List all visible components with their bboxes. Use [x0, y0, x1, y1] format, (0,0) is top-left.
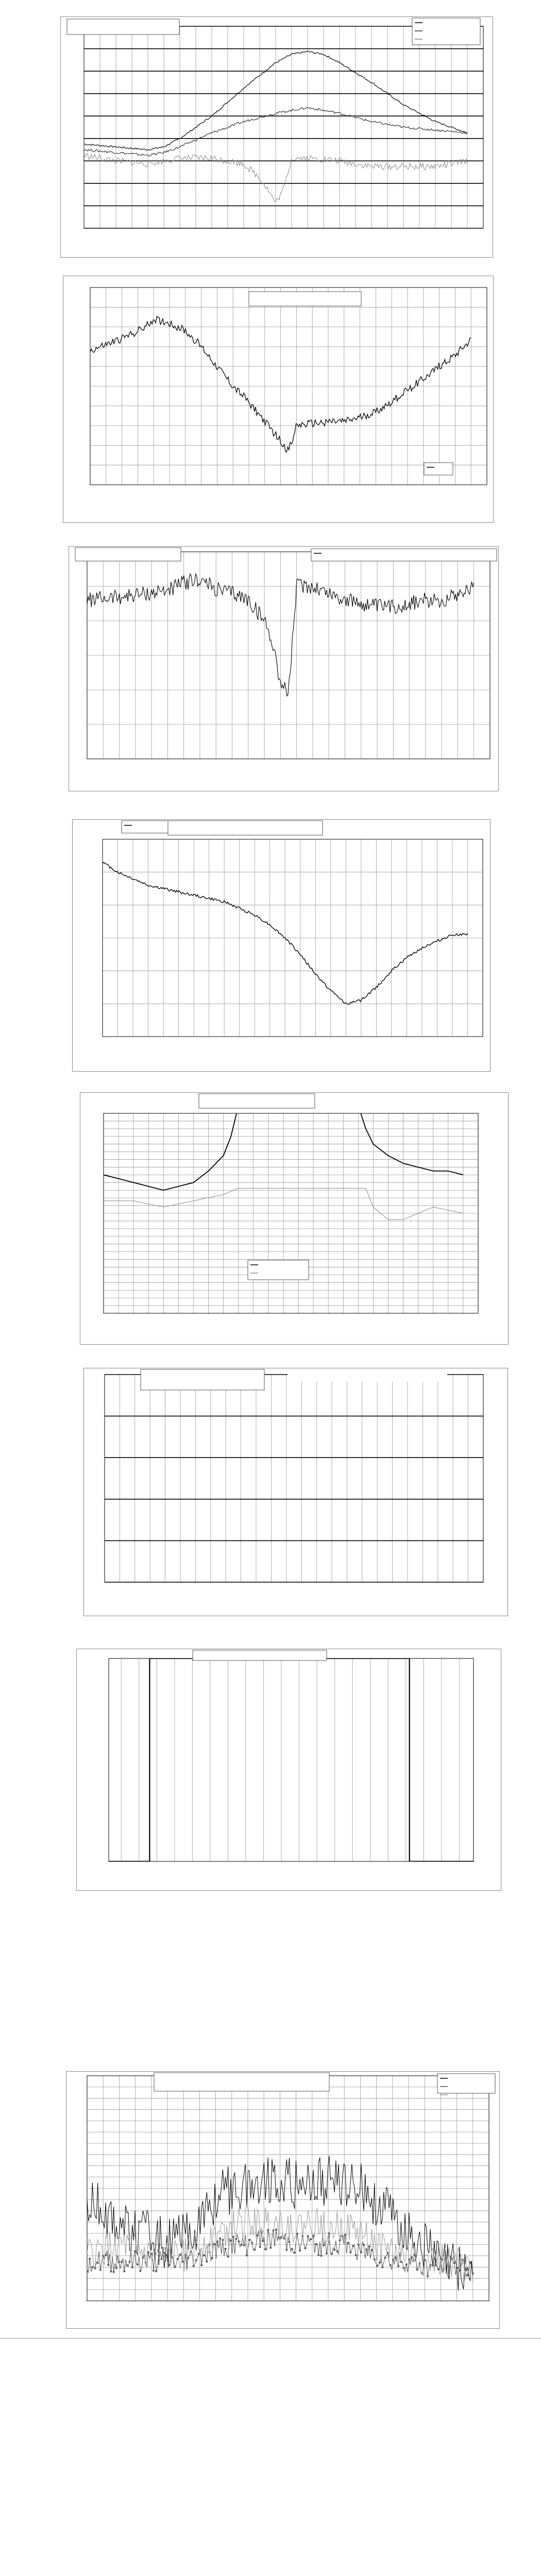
series-marker: [381, 2266, 383, 2268]
series-marker: [251, 2242, 253, 2244]
series-marker: [139, 2270, 141, 2272]
sunshine-panel: [76, 1649, 501, 1891]
chart-group: [103, 821, 483, 1037]
series-marker: [227, 2256, 229, 2258]
series-marker: [168, 2264, 171, 2266]
series-marker: [257, 2234, 259, 2236]
series-marker: [320, 2255, 323, 2257]
series-marker: [248, 2239, 250, 2241]
chart-group: [105, 1369, 483, 1582]
series-marker: [289, 2241, 291, 2243]
sunshine-chart: [77, 1649, 502, 1891]
temperature-chart: [61, 17, 494, 258]
series-marker: [161, 2258, 163, 2260]
wind-chart: [66, 2072, 500, 2329]
series-marker: [86, 2270, 88, 2272]
humidity-chart: [63, 276, 494, 523]
legend-box: [311, 549, 497, 561]
series-marker: [448, 2276, 450, 2278]
series-marker: [89, 2258, 91, 2260]
chart-group: [90, 287, 487, 485]
series-marker: [291, 2248, 293, 2250]
series-marker: [397, 2265, 399, 2267]
series-marker: [118, 2261, 120, 2263]
series-marker: [355, 2254, 357, 2256]
series-marker: [108, 2264, 110, 2266]
series-marker: [187, 2257, 189, 2259]
series-marker: [467, 2274, 469, 2276]
rainfall-chart: [84, 1368, 509, 1617]
title-box: [199, 1094, 315, 1108]
series-marker: [336, 2250, 339, 2252]
series-marker: [131, 2266, 133, 2268]
series-marker: [222, 2239, 224, 2241]
series-marker: [307, 2235, 309, 2237]
series-marker: [299, 2250, 301, 2252]
series-marker: [392, 2259, 394, 2261]
series-marker: [195, 2259, 197, 2261]
series-marker: [126, 2264, 128, 2266]
series-marker: [315, 2243, 317, 2245]
series-marker: [121, 2261, 123, 2263]
series-marker: [198, 2253, 200, 2255]
mixing-ratio-panel: [69, 546, 499, 791]
grass-temp-chart: [80, 1093, 509, 1345]
series-marker: [403, 2267, 405, 2269]
series-marker: [206, 2261, 208, 2263]
pressure-chart: [73, 820, 491, 1072]
series-marker: [177, 2258, 179, 2260]
chart-group: [109, 1650, 474, 1861]
series-marker: [264, 2248, 266, 2250]
series-marker: [456, 2267, 458, 2269]
pressure-panel: [72, 819, 491, 1072]
chart-group: [75, 548, 497, 759]
series-marker: [97, 2262, 99, 2264]
plot-frame: [84, 26, 483, 228]
series-marker: [275, 2229, 277, 2231]
series-marker: [123, 2270, 125, 2273]
series-marker: [384, 2257, 386, 2259]
grass-temp-panel: [80, 1092, 509, 1345]
series-marker: [376, 2265, 378, 2267]
series-line-0: [109, 1658, 474, 1861]
legend-box: [412, 18, 480, 45]
wind-panel: [66, 2071, 500, 2329]
series-marker: [232, 2236, 234, 2238]
series-marker: [174, 2266, 176, 2268]
series-marker: [153, 2270, 155, 2272]
series-marker: [259, 2246, 261, 2248]
series-marker: [360, 2251, 362, 2253]
series-marker: [137, 2264, 139, 2266]
series-marker: [405, 2263, 408, 2265]
series-marker: [395, 2257, 397, 2259]
series-marker: [374, 2259, 376, 2261]
series-marker: [400, 2261, 402, 2263]
title-box: [67, 19, 179, 35]
series-marker: [200, 2264, 202, 2266]
title-box: [249, 292, 361, 306]
series-marker: [451, 2258, 453, 2260]
series-marker: [219, 2238, 221, 2240]
legend-box: [424, 463, 453, 475]
series-marker: [339, 2240, 341, 2242]
legend-box: [122, 821, 168, 833]
series-marker: [352, 2245, 354, 2247]
series-marker: [92, 2266, 94, 2268]
series-marker: [238, 2241, 240, 2243]
chart-group: [104, 1094, 478, 1313]
rainfall-panel: [83, 1368, 508, 1616]
annotation-box: [288, 1370, 447, 1382]
title-box: [154, 2073, 329, 2091]
title-box: [141, 1369, 264, 1390]
series-marker: [225, 2248, 227, 2250]
humidity-panel: [63, 276, 494, 523]
series-marker: [179, 2254, 181, 2256]
plot-frame: [105, 1375, 483, 1582]
series-marker: [368, 2245, 370, 2247]
series-marker: [379, 2262, 381, 2264]
series-marker: [254, 2249, 256, 2251]
series-marker: [344, 2234, 346, 2236]
series-marker: [110, 2270, 112, 2273]
series-marker: [349, 2251, 351, 2253]
series-marker: [365, 2248, 367, 2250]
series-marker: [115, 2267, 117, 2269]
series-marker: [262, 2240, 264, 2242]
series-marker: [155, 2270, 157, 2273]
temperature-panel: [60, 16, 493, 258]
series-marker: [310, 2238, 312, 2240]
series-marker: [363, 2244, 365, 2246]
chart-group: [67, 18, 483, 228]
series-marker: [453, 2262, 455, 2264]
series-marker: [331, 2253, 333, 2255]
legend-box: [248, 1260, 309, 1280]
chart-group: [86, 2073, 495, 2301]
title-box: [193, 1650, 327, 1660]
series-marker: [469, 2261, 471, 2263]
series-marker: [193, 2265, 195, 2267]
series-marker: [427, 2276, 429, 2278]
series-marker: [241, 2244, 243, 2246]
series-marker: [347, 2242, 349, 2244]
series-marker: [230, 2240, 232, 2242]
series-marker: [270, 2247, 272, 2249]
series-marker: [113, 2271, 115, 2273]
series-marker: [214, 2243, 216, 2245]
series-marker: [323, 2244, 325, 2246]
series-marker: [235, 2238, 237, 2240]
mixing-ratio-chart: [69, 547, 499, 792]
series-marker: [211, 2257, 213, 2259]
title-box: [168, 821, 323, 835]
series-marker: [99, 2269, 102, 2271]
series-marker: [294, 2252, 296, 2254]
series-marker: [326, 2252, 328, 2255]
legend-box: [437, 2074, 495, 2093]
series-marker: [147, 2251, 149, 2253]
series-marker: [305, 2247, 307, 2249]
series-marker: [371, 2249, 373, 2251]
series-marker: [437, 2268, 439, 2270]
series-marker: [333, 2249, 335, 2251]
series-marker: [286, 2249, 288, 2251]
plot-frame: [109, 1658, 474, 1861]
title-box: [75, 548, 181, 561]
series-marker: [166, 2254, 168, 2256]
series-marker: [246, 2255, 248, 2257]
series-marker: [317, 2254, 319, 2256]
series-marker: [280, 2236, 282, 2239]
series-marker: [129, 2261, 131, 2263]
series-marker: [243, 2244, 245, 2246]
series-marker: [203, 2255, 205, 2257]
series-marker: [134, 2250, 136, 2252]
series-marker: [390, 2264, 392, 2266]
series-marker: [459, 2269, 461, 2272]
